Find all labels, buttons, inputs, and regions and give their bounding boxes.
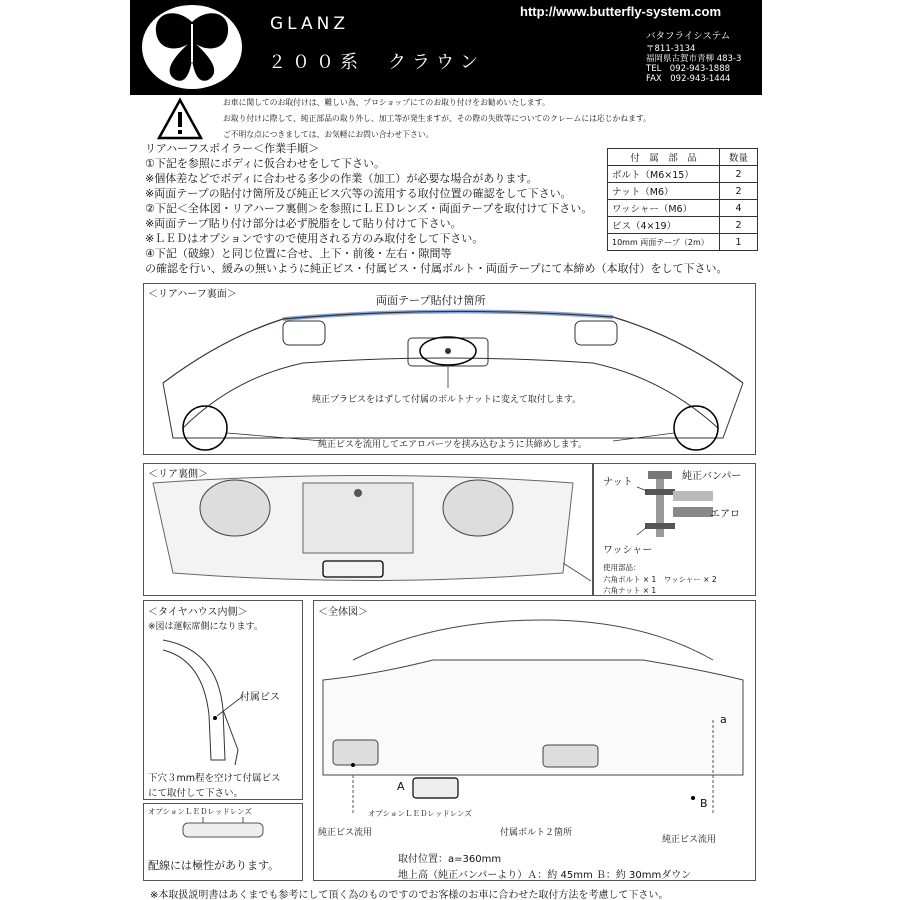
bumper-label: 純正バンパー — [682, 471, 742, 482]
warning-icon — [157, 98, 203, 140]
nut-label: ナット — [603, 477, 633, 488]
polarity-note: 配線には極性があります。 — [148, 859, 280, 872]
table-row — [608, 217, 758, 234]
used-parts-title: 使用部品： — [603, 563, 641, 572]
rear-half-drawing — [143, 283, 756, 455]
rear-half-title: ＜リアハーフ裏面＞ — [148, 289, 237, 300]
part-name: ナット（M6） — [608, 183, 720, 200]
model-name: ２００系 クラウン — [268, 52, 484, 73]
part-qty: 4 — [720, 200, 758, 217]
website-url[interactable]: http://www.butterfly-system.com — [520, 4, 722, 19]
telephone: TEL 092-943-1888 — [646, 64, 731, 74]
table-header: 付 属 部 品 — [608, 149, 720, 166]
used-parts-line: 六角ボルト × 1 ワッシャー × 2 — [603, 575, 717, 584]
screw-label: 純正ビスを流用してエアロパーツを挟み込むように共締めします。 — [318, 440, 587, 450]
footer-note: ※本取扱説明書はあくまでも参考にして頂く為のものですのでお客様のお車に合わせた取付方法を考慮して下さい。 — [150, 890, 669, 900]
height-label: 地上高（純正バンパーより）Ａ：約 45mm Ｂ：約 30mmダウン — [398, 870, 692, 881]
table-header: 数量 — [720, 149, 758, 166]
washer-label: ワッシャー — [603, 545, 653, 556]
instruction-line: ※個体差などでボディに合わせる多少の作業（加工）が必要な場合があります。 — [145, 172, 538, 185]
part-qty: 2 — [720, 166, 758, 183]
mark-B: B — [700, 797, 708, 810]
part-qty: 1 — [720, 234, 758, 251]
mark-A: A — [397, 780, 405, 793]
instruction-line: ※ＬＥＤはオプションですので使用される方のみ取付をして下さい。 — [145, 232, 484, 245]
tire-house-desc: 下穴３mm程を空けて付属ビス — [148, 773, 281, 784]
rear-back-title: ＜リア裏側＞ — [148, 469, 208, 480]
butterfly-logo-icon — [136, 2, 248, 92]
postal-code: 〒811-3134 — [646, 44, 696, 54]
fax: FAX 092-943-1444 — [646, 74, 731, 84]
instruction-line: ②下記＜全体図・リアハーフ裏側＞を参照にＬＥＤレンズ・両面テープを取付けて下さい。 — [145, 202, 593, 215]
aero-label: エアロ — [710, 509, 740, 520]
bolt-label: 付属ボルト２箇所 — [500, 828, 573, 838]
part-qty: 2 — [720, 183, 758, 200]
clip-label: 純正プラビスをはずして付属のボルトナットに変えて取付します。 — [312, 395, 582, 405]
instruction-line: ※両面テープの貼付け箇所及び純正ビス穴等の流用する取付位置の確認をして下さい。 — [145, 187, 572, 200]
brand-name: GLANZ — [270, 14, 350, 34]
screw-left-label: 純正ビス流用 — [318, 828, 373, 838]
position-label: 取付位置：a=360mm — [398, 854, 502, 865]
screw-label: 付属ビス — [240, 692, 280, 703]
instruction-line: ※両面テープ貼り付け部分は必ず脱脂をして貼り付けて下さい。 — [145, 217, 462, 230]
company-info — [646, 32, 741, 84]
note-line-3: ご不明な点につきましては、お気軽にお問い合わせ下さい。 — [223, 130, 434, 139]
led-title: オプションＬＥＤレッドレンズ — [148, 807, 252, 816]
table-row — [608, 183, 758, 200]
led-label: オプションＬＥＤレッドレンズ — [368, 809, 472, 818]
part-name: ワッシャー（M6） — [608, 200, 720, 217]
note-line-1: お車に関してのお取付けは、難しい為、プロショップにてのお取り付けをお勧めいたします。 — [223, 98, 550, 107]
rear-back-drawing — [143, 463, 593, 596]
part-name: ビス（4×19） — [608, 217, 720, 234]
table-row — [608, 234, 758, 251]
part-name: 10mm 両面テープ（2m） — [608, 234, 720, 251]
table-row — [608, 200, 758, 217]
instructions-title: リアハーフスポイラー＜作業手順＞ — [145, 142, 320, 155]
note-line-2: お取り付けに際して、純正部品の取り外し、加工等が発生ますが、その際の失敗等についてのクレームには応じかねます。 — [223, 114, 651, 123]
address: 福岡県古賀市青柳 483-3 — [646, 54, 742, 64]
mark-a: a — [720, 713, 727, 726]
tire-house-desc: にて取付して下さい。 — [148, 788, 244, 799]
company-name: バタフライシステム — [646, 31, 731, 42]
part-name: ボルト（M6×15） — [608, 166, 720, 183]
part-qty: 2 — [720, 217, 758, 234]
screw-right-label: 純正ビス流用 — [662, 835, 717, 845]
tape-label: 両面テープ貼付け箇所 — [376, 294, 486, 307]
parts-table — [607, 148, 758, 251]
table-row — [608, 166, 758, 183]
instruction-line: ①下記を参照にボディに仮合わせをして下さい。 — [145, 157, 385, 170]
overall-title: ＜全体図＞ — [318, 607, 368, 618]
tire-house-note: ※図は運転席側になります。 — [148, 622, 263, 632]
instruction-line: ④下記（破線）と同じ位置に合せ、上下・前後・左右・隙間等 — [145, 247, 452, 260]
instruction-line: の確認を行い、緩みの無いように純正ビス・付属ビス・付属ボルト・両面テープにて本締め（本取付）をして下さい。 — [145, 262, 728, 275]
tire-house-title: ＜タイヤハウス内側＞ — [148, 607, 248, 618]
table-header-row — [608, 149, 758, 166]
used-parts-line: 六角ナット × 1 — [603, 586, 657, 595]
